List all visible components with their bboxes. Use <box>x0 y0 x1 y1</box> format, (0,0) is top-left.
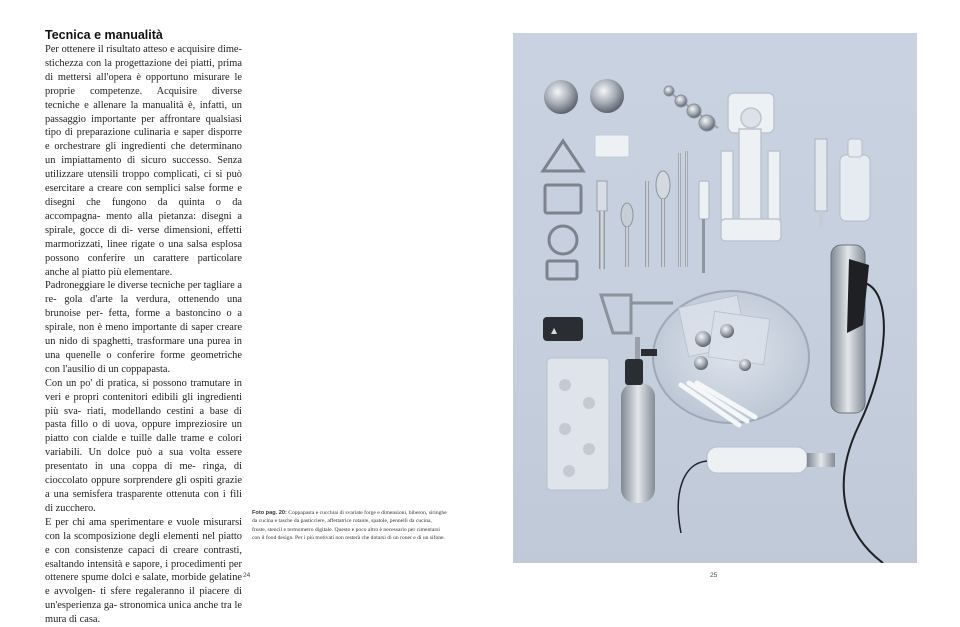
kitchen-tools-photo <box>513 33 917 563</box>
left-page <box>0 0 480 626</box>
hand-blender <box>678 447 835 533</box>
spiral-slicer <box>721 93 781 241</box>
body-text <box>45 43 242 627</box>
digital-scale <box>543 317 583 341</box>
kitchen-syringe <box>815 139 827 227</box>
section-heading: Tecnica e manualità <box>45 28 163 42</box>
scale-logo-icon: ▲ <box>551 326 558 335</box>
tools-illustration <box>513 33 917 563</box>
body-paragraph: Padroneggiare le diverse tecniche per tagliare a re- gola d'arte la verdura, ottenendo una brunoise per- fetta, forme a bastoncino o a spirale, non è meno importante di saper creare un nido di spaghetti, trasformare una purea in una quenelle o conferire forme geometriche con l'ausilio di un coppapasta. <box>45 280 242 375</box>
decorating-spoons <box>621 151 688 267</box>
body-paragraph: E per chi ama sperimentare e vuole misurarsi con la scomposizione degli elementi nel piatto e con consistenze capaci di creare contrasti, esaltando intensità e sapore, i procedimenti per ottenere spume dolci e salate, morbide gelatine e avvolgen- ti sfere regaleranno il piacere di un'esperienza ga- stronomica unica anche tra le mura di casa. <box>45 516 242 626</box>
silicone-mat <box>547 358 609 490</box>
body-paragraph: Con un po' di pratica, si possono tramutare in veri e propri contenitori edibili gli ingredienti più sva- riati, modellando cestini a base di pasta fillo o di uova, oppure impreziosire un piatto con cialde e tuille dalle trame e colori variabili. Un dolce può a sua volta essere presentato in una coppa di me- ringa, di cioccolato oppure sorprendere gli ospiti grazie a una semisfera trasparente ottenuta con i fili di zucchero. <box>45 377 242 514</box>
digital-thermometer <box>699 181 709 273</box>
caption-label: Foto pag. 20: <box>252 510 287 516</box>
squeeze-bottle <box>840 139 870 221</box>
photo-caption <box>252 509 447 543</box>
cream-siphon <box>621 337 657 503</box>
cookie-cutters <box>543 141 583 279</box>
immersion-circulator <box>831 245 884 563</box>
stencil-comb <box>595 135 629 157</box>
page-number-left: 24 <box>243 572 251 579</box>
caption-text: Coppapasta e cucchiai di svariate forge e dimensioni, biberon, siringhe da cucina e tasche da pasticciere, affettatrice rotante, spatole, pennelli da cucina, fruste, stencil e termometro digitale. Questo e poco altro è necessario per cimentarsi con il food design. Per i più motivati non resterà che dotarsi di un roner e di un sifone. <box>252 510 447 542</box>
pastry-brush <box>597 181 607 269</box>
body-paragraph: Per ottenere il risultato atteso e acquisire dime- stichezza con la progettazione dei piatti, prima di mettersi all'opera è opportuno misurare le proprie competenze. Acquisire diverse tecniche e allenare la manualità è, infatti, un passaggio importante per affrontare qualsiasi tipo di preparazione culinaria e saper disporre e orchestrare gli ingredienti che determinano un impiattamento di sicuro successo. Senza utilizzare utensili troppo complicati, ci si può esercitare a creare con semplici salse forme e disegni che fungono da quinta o da accompagna- mento alla pietanza: disegni a spirale, gocce di di- verse dimensioni, effetti marmorizzati, linee rigate o una salsa esplosa possono conferire un carattere particolare anche al piatto più elementare. <box>45 44 242 278</box>
measuring-spoons <box>664 86 718 131</box>
half-sphere-mold <box>544 80 578 114</box>
page-number-right: 25 <box>710 572 718 579</box>
half-sphere-mold <box>590 79 624 113</box>
